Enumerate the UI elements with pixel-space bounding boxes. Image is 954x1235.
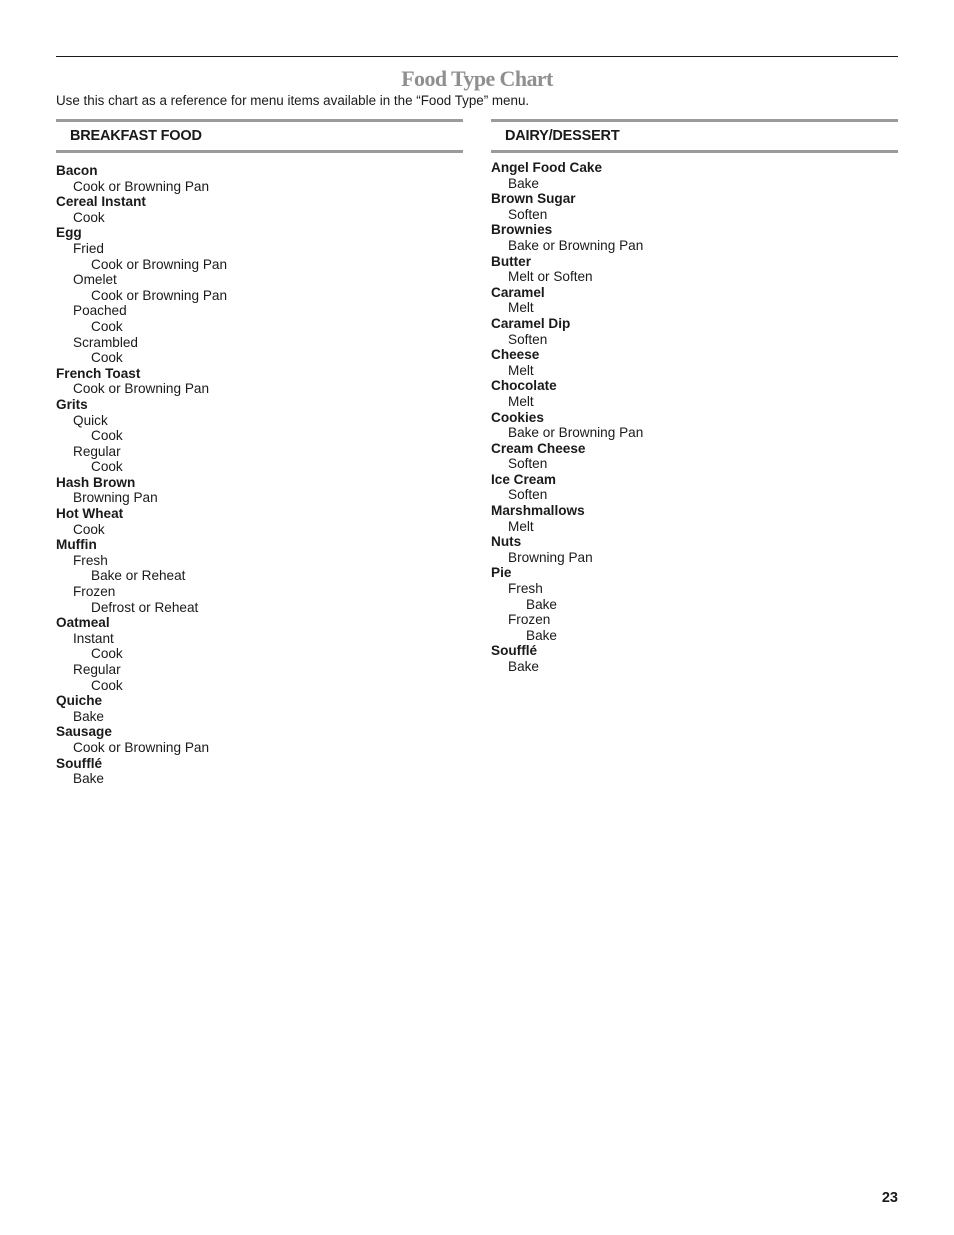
dairy-dessert-column bbox=[491, 119, 898, 675]
food-item: Quiche bbox=[56, 693, 103, 709]
food-item: Butter bbox=[491, 253, 532, 269]
cooking-option: Bake or Browning Pan bbox=[508, 425, 644, 441]
food-item: Egg bbox=[56, 225, 82, 241]
top-rule bbox=[56, 56, 898, 57]
cooking-option: Cook bbox=[91, 646, 123, 662]
food-item: Soufflé bbox=[56, 755, 103, 771]
cooking-option: Bake bbox=[526, 596, 557, 612]
cooking-option: Soften bbox=[508, 206, 548, 222]
food-item: Cereal Instant bbox=[56, 194, 146, 210]
cooking-option: Poached bbox=[73, 303, 127, 319]
cooking-option: Instant bbox=[73, 630, 114, 646]
cooking-option: Cook or Browning Pan bbox=[73, 381, 210, 397]
cooking-option: Melt bbox=[508, 362, 534, 378]
cooking-option: Fried bbox=[73, 240, 104, 256]
food-item: Grits bbox=[56, 396, 88, 412]
intro-text: Use this chart as a reference for menu items available in the “Food Type” menu. bbox=[56, 93, 530, 108]
cooking-option: Cook bbox=[91, 350, 123, 366]
food-item: Cheese bbox=[491, 347, 540, 363]
food-item: Sausage bbox=[56, 724, 112, 740]
cooking-option: Melt bbox=[508, 300, 534, 316]
page-title: Food Type Chart bbox=[401, 66, 553, 91]
cooking-option: Browning Pan bbox=[73, 490, 158, 506]
cooking-option: Browning Pan bbox=[508, 549, 593, 565]
dairy-dessert-list bbox=[491, 160, 898, 675]
cooking-option: Cook bbox=[73, 209, 105, 225]
food-item: Oatmeal bbox=[56, 615, 110, 631]
cooking-option: Cook bbox=[91, 428, 123, 444]
cooking-option: Regular bbox=[73, 662, 121, 677]
cooking-option: Melt bbox=[508, 518, 534, 534]
cooking-option: Cook bbox=[91, 318, 123, 334]
cooking-option: Cook bbox=[91, 459, 123, 475]
breakfast-food-list bbox=[56, 163, 463, 787]
cooking-option: Soften bbox=[508, 487, 548, 503]
food-item: Angel Food Cake bbox=[491, 160, 603, 175]
cooking-option: Melt bbox=[508, 393, 534, 409]
food-item: Hash Brown bbox=[56, 474, 136, 490]
cooking-option: Cook bbox=[91, 677, 123, 693]
cooking-option: Cook bbox=[73, 521, 105, 537]
cooking-option: Frozen bbox=[73, 584, 116, 600]
cooking-option: Regular bbox=[73, 443, 121, 459]
food-item: Bacon bbox=[56, 163, 98, 178]
food-item: Cream Cheese bbox=[491, 440, 586, 456]
cooking-option: Bake or Reheat bbox=[91, 568, 186, 584]
food-item: Soufflé bbox=[491, 643, 538, 659]
food-item: Hot Wheat bbox=[56, 506, 124, 522]
food-item: Ice Cream bbox=[491, 471, 556, 487]
food-item: Caramel Dip bbox=[491, 315, 571, 331]
cooking-option: Omelet bbox=[73, 272, 117, 288]
breakfast-food-column bbox=[56, 119, 463, 787]
food-item: Muffin bbox=[56, 537, 97, 553]
cooking-option: Scrambled bbox=[73, 334, 138, 350]
cooking-option: Defrost or Reheat bbox=[91, 599, 199, 615]
cooking-option: Bake bbox=[526, 627, 557, 643]
food-item: Nuts bbox=[491, 534, 522, 550]
food-item: Chocolate bbox=[491, 378, 557, 394]
food-item: Cookies bbox=[491, 409, 544, 425]
food-item: Marshmallows bbox=[491, 503, 585, 519]
cooking-option: Fresh bbox=[508, 581, 543, 597]
cooking-option: Quick bbox=[73, 412, 108, 428]
cooking-option: Bake bbox=[73, 708, 104, 724]
page-number: 23 bbox=[881, 1190, 898, 1206]
cooking-option: Bake bbox=[73, 771, 104, 787]
cooking-option: Soften bbox=[508, 456, 548, 472]
dairy-dessert-heading: DAIRY/DESSERT bbox=[491, 119, 898, 153]
cooking-option: Cook or Browning Pan bbox=[73, 739, 210, 755]
food-item: Brown Sugar bbox=[491, 191, 576, 207]
cooking-option: Frozen bbox=[508, 612, 551, 628]
cooking-option: Soften bbox=[508, 331, 548, 347]
cooking-option: Cook or Browning Pan bbox=[73, 178, 210, 194]
breakfast-food-heading: BREAKFAST FOOD bbox=[56, 119, 463, 153]
food-item: French Toast bbox=[56, 365, 141, 381]
cooking-option: Bake bbox=[508, 659, 539, 674]
cooking-option: Cook or Browning Pan bbox=[91, 256, 228, 272]
cooking-option: Bake bbox=[508, 175, 539, 191]
cooking-option: Fresh bbox=[73, 552, 108, 568]
cooking-option: Melt or Soften bbox=[508, 269, 593, 285]
food-item: Caramel bbox=[491, 284, 545, 300]
cooking-option: Cook or Browning Pan bbox=[91, 287, 228, 303]
food-item: Brownies bbox=[491, 222, 553, 238]
food-item: Pie bbox=[491, 565, 512, 581]
cooking-option: Bake or Browning Pan bbox=[508, 237, 644, 253]
